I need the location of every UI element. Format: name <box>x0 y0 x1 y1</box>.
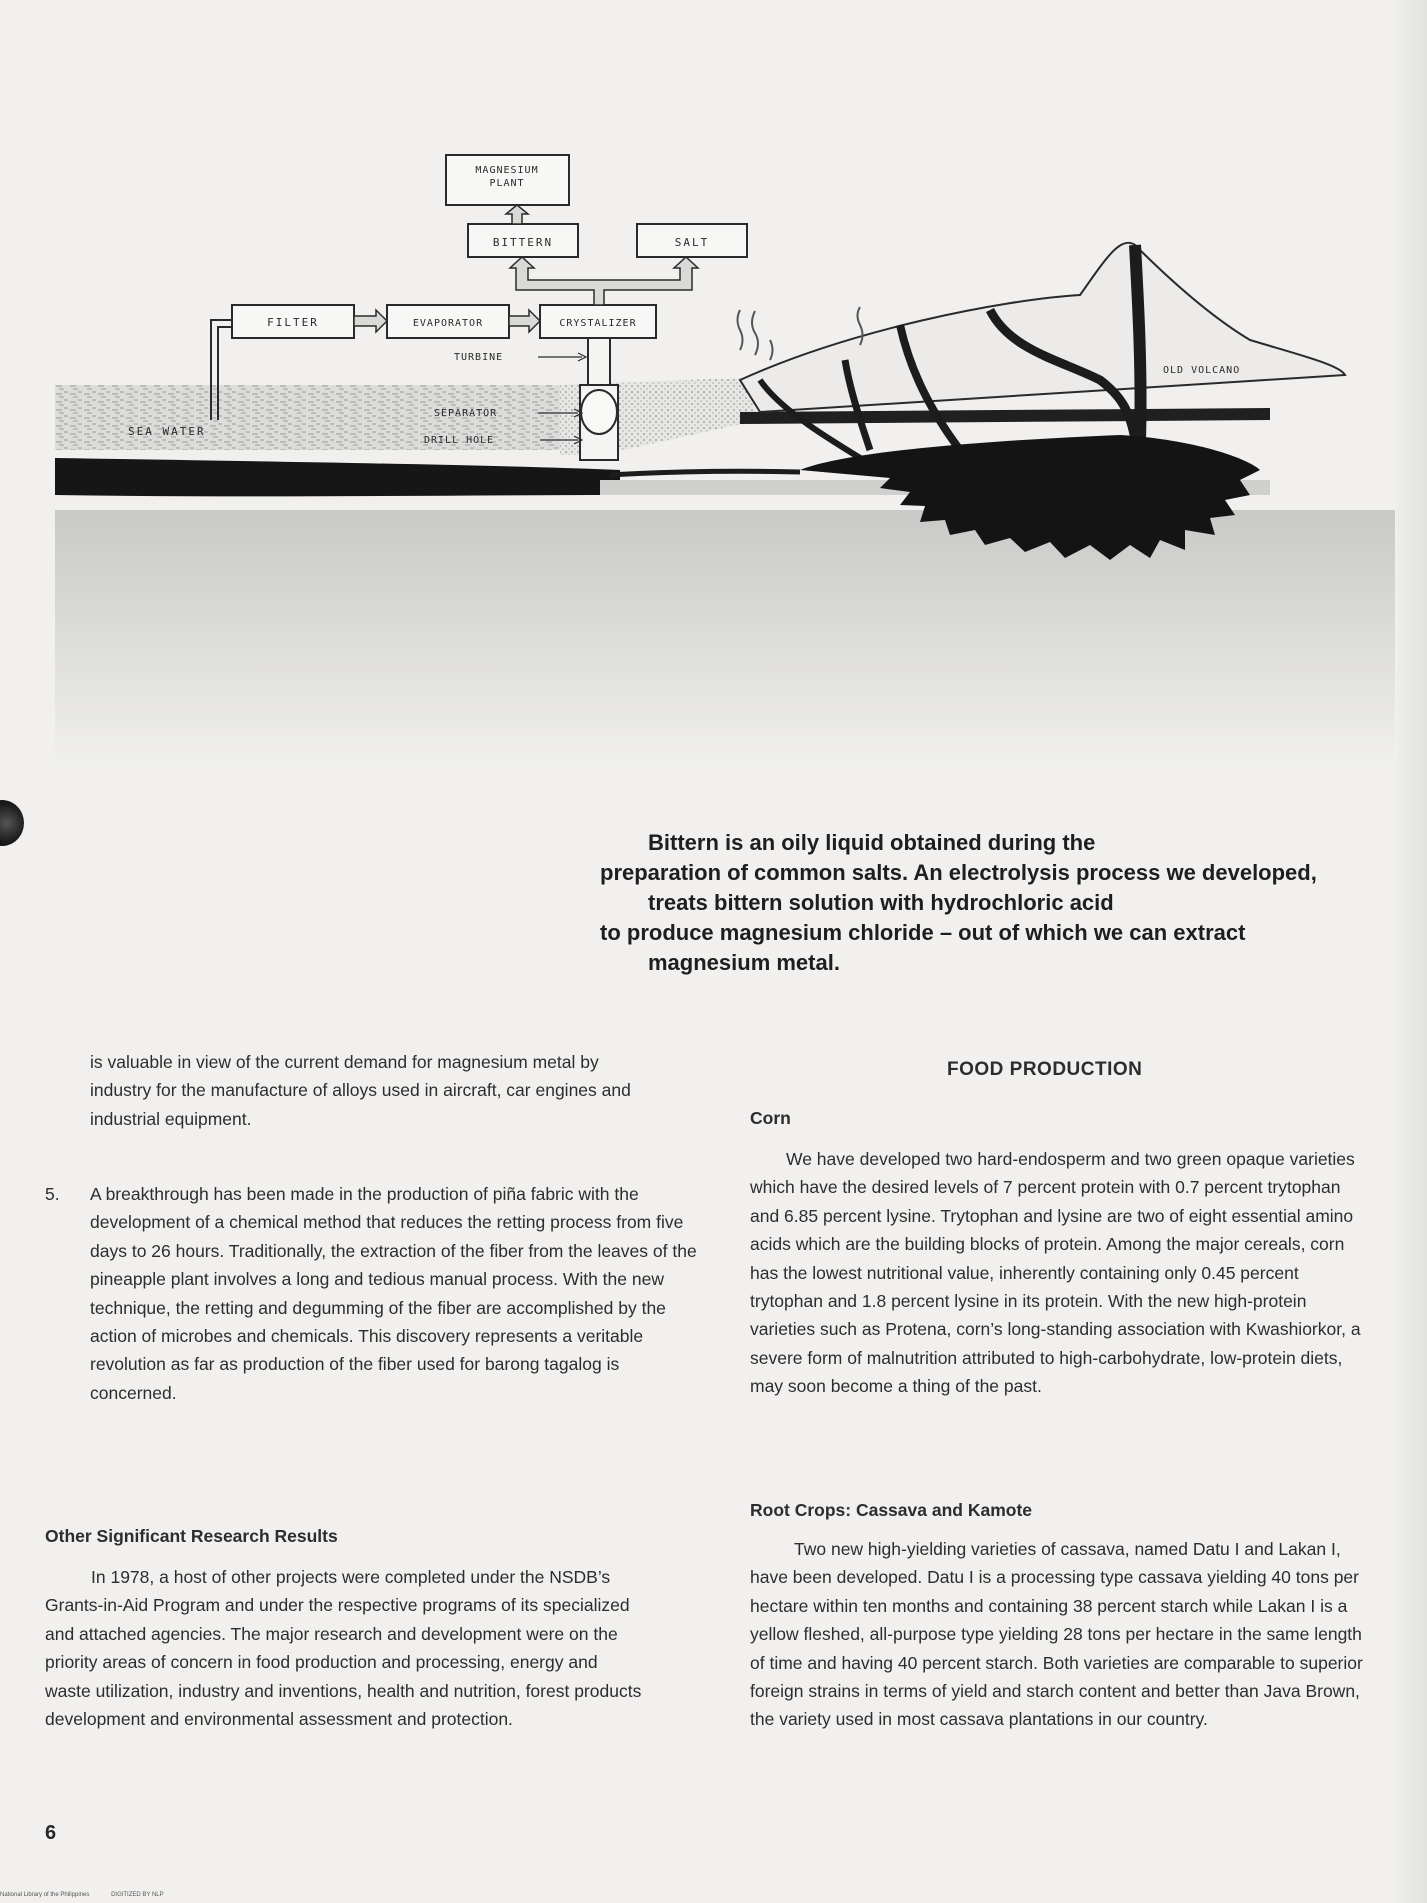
caption-line: preparation of common salts. An electrolysis process we developed, <box>600 860 1317 885</box>
page-number: 6 <box>45 1822 57 1844</box>
binding-hole-mark <box>0 800 24 846</box>
subheading-corn: Corn <box>750 1108 791 1128</box>
item-text: A breakthrough has been made in the production of piña fabric with the development of a chemical method that reduces the retting process from five days to 26 hours. Traditionally, the extraction of the fiber from the leaves of the pineapple plant involves a long and tedious manual process. With the new technique, the retting and degumming of the fiber are accomplished by the action of microbes and chemicals. This discovery represents a veritable revolution as far as production of the fiber used for barong tagalog is concerned. <box>90 1184 697 1403</box>
svg-text:TURBINE: TURBINE <box>454 352 504 363</box>
svg-text:OLD VOLCANO: OLD VOLCANO <box>1163 365 1241 376</box>
svg-text:SEA WATER: SEA WATER <box>128 425 206 438</box>
item-number: 5. <box>45 1184 60 1204</box>
dark-stratum <box>55 458 620 496</box>
svg-text:MAGNESIUM: MAGNESIUM <box>475 165 539 176</box>
section-heading-food-production: FOOD PRODUCTION <box>947 1059 1143 1080</box>
caption-line: magnesium metal. <box>648 950 840 975</box>
diagram-caption <box>600 828 1380 978</box>
svg-text:PLANT: PLANT <box>489 178 525 189</box>
other-results-paragraph: In 1978, a host of other projects were completed under the NSDB’s Grants-in-Aid Program and under the respective programs of its specialized and attached agencies. The major research and development were on the priority areas of concern in food production and processing, energy and waste utilization, industry and inventions, health and nutrition, forest products development and environmental assessment and protection. <box>45 1567 642 1730</box>
ground-shadow <box>55 510 1395 770</box>
footer-right: DIGITIZED BY NLP <box>111 1892 164 1898</box>
turbine <box>588 335 610 385</box>
footer-watermark <box>0 1892 184 1898</box>
bittern-box <box>468 224 578 257</box>
filter-box <box>232 305 354 338</box>
caption-line: Bittern is an oily liquid obtained during the <box>648 830 1096 855</box>
salt-box <box>637 224 747 257</box>
subheading-root-crops: Root Crops: Cassava and Kamote <box>750 1500 1033 1520</box>
magnesium-extraction-diagram <box>0 150 1427 790</box>
svg-text:SEPARATOR: SEPARATOR <box>434 408 498 419</box>
caption-line: treats bittern solution with hydrochloric acid <box>648 890 1114 915</box>
svg-text:EVAPORATOR: EVAPORATOR <box>412 318 484 329</box>
magnesium-plant-box <box>446 155 569 205</box>
svg-text:SALT: SALT <box>674 236 710 249</box>
section-heading-other-results: Other Significant Research Results <box>45 1526 338 1546</box>
footer-left: National Library of the Philippines <box>0 1892 90 1898</box>
svg-text:BITTERN: BITTERN <box>492 236 554 249</box>
evaporator-box <box>387 305 509 338</box>
svg-text:CRYSTALIZER: CRYSTALIZER <box>559 318 637 329</box>
root-crops-paragraph: Two new high-yielding varieties of cassava, named Datu I and Lakan I, have been developed. Datu I is a processing type cassava yielding 40 tons per hectare within ten months and containing 38 percent starch while Lakan I is a yellow fleshed, all-purpose type yielding 28 tons per hectare in the same length of time and having 40 percent starch. Both varieties are comparable to superior foreign strains in terms of yield and starch content and better than Java Brown, the variety used in most cassava plantations in our country. <box>750 1539 1363 1730</box>
volcano <box>740 243 1345 412</box>
caption-line: to produce magnesium chloride – out of which we can extract <box>600 920 1246 945</box>
separator-tank <box>581 390 617 434</box>
corn-paragraph: We have developed two hard-endosperm and two green opaque varieties which have the desired levels of 7 percent protein with 0.7 percent trytophan and 6.85 percent lysine. Trytophan and lysine are two of eight essential amino acids which are the building blocks of protein. Among the major cereals, corn has the lowest nutritional value, inherently containing only 0.45 percent trytophan and 1.8 percent lysine in its protein. With the new high-protein varieties such as Protena, corn’s long-standing association with Kwashiorkor, a severe form of malnutrition attributed to high-carbohydrate, low-protein diets, may soon become a thing of the past. <box>750 1149 1361 1397</box>
continuation-paragraph: is valuable in view of the current demand for magnesium metal by industry for the manufacture of alloys used in aircraft, car engines and industrial equipment. <box>90 1052 631 1129</box>
svg-text:DRILL HOLE: DRILL HOLE <box>424 435 495 446</box>
crystalizer-box <box>540 305 656 338</box>
svg-text:FILTER: FILTER <box>267 316 319 329</box>
